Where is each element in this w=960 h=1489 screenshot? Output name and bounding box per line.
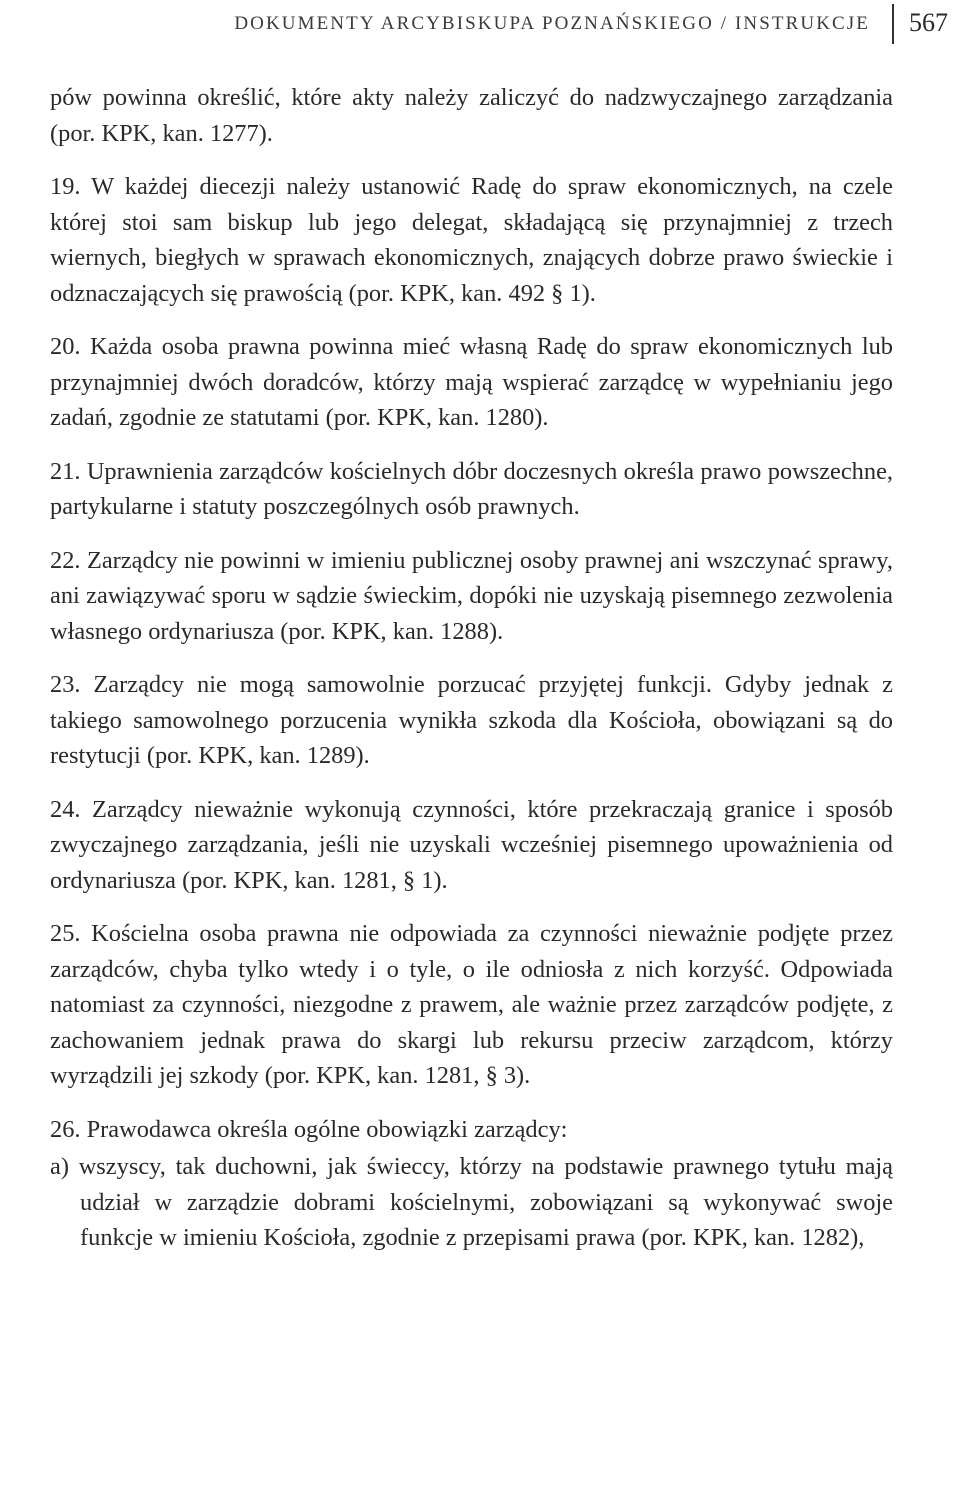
running-title: DOKUMENTY ARCYBISKUPA POZNAŃSKIEGO / INSTRUKCJE: [234, 13, 870, 34]
paragraph-21: 21. Uprawnienia zarządców kościelnych dóbr doczesnych określa prawo powszechne, partykularne i statuty poszczególnych osób prawnych.: [50, 457, 893, 520]
paragraph-26-item-a: a) wszyscy, tak duchowni, jak świeccy, którzy na podstawie prawnego tytułu mają udział w zarządzie dobrami kościelnymi, zobowiązani są wykonywać swoje funkcje w imieniu Kościoła, zgodnie z przepisami prawa (por. KPK, kan. 1282),: [50, 1153, 893, 1251]
paragraph-24: 24. Zarządcy nieważnie wykonują czynności, które przekraczają granice i sposób zwyczajnego zarządzania, jeśli nie uzyskali wcześniej pisemnego upoważnienia od ordynariusza (por. KPK, kan. 1281, § 1).: [50, 795, 893, 894]
paragraph-26: 26. Prawodawca określa ogólne obowiązki zarządcy:: [50, 1115, 568, 1143]
running-head: [0, 4, 960, 44]
header-divider: [892, 4, 894, 44]
page-number: 567: [909, 8, 948, 37]
paragraph-20: 20. Każda osoba prawna powinna mieć własną Radę do spraw ekonomicznych lub przynajmniej dwóch doradców, którzy mają wspierać zarządcę w wypełnianiu jego zadań, zgodnie ze statutami (por. KPK, kan. 1280).: [50, 333, 893, 431]
paragraph-continuation: pów powinna określić, które akty należy zaliczyć do nadzwyczajnego zarządzania (por. KPK, kan. 1277).: [50, 84, 893, 147]
paragraph-25: 25. Kościelna osoba prawna nie odpowiada za czynności nieważnie podjęte przez zarządców, chyba tylko wtedy i o tyle, o ile odniosła z nich korzyść. Odpowiada natomiast za czynności, niezgodne z prawem, ale ważnie przez zarządców podjęte, z zachowaniem jednak prawa do skargi lub rekursu przeciw zarządcom, którzy wyrządzili jej szkody (por. KPK, kan. 1281, § 3).: [50, 920, 893, 1089]
document-body: [50, 80, 893, 1274]
paragraph-23: 23. Zarządcy nie mogą samowolnie porzucać przyjętej funkcji. Gdyby jednak z takiego samowolnego porzucenia wynikła szkoda dla Kościoła, obowiązani są do restytucji (por. KPK, kan. 1289).: [50, 671, 893, 769]
paragraph-22: 22. Zarządcy nie powinni w imieniu publicznej osoby prawnej ani wszczynać sprawy, ani zawiązywać sporu w sądzie świeckim, dopóki nie uzyskają pisemnego zezwolenia własnego ordynariusza (por. KPK, kan. 1288).: [50, 546, 893, 645]
paragraph-19: 19. W każdej diecezji należy ustanowić Radę do spraw ekonomicznych, na czele której stoi sam biskup lub jego delegat, składającą się przynajmniej z trzech wiernych, biegłych w sprawach ekonomicznych, znających dobrze prawo świeckie i odznaczających się prawością (por. KPK, kan. 492 § 1).: [50, 173, 893, 307]
